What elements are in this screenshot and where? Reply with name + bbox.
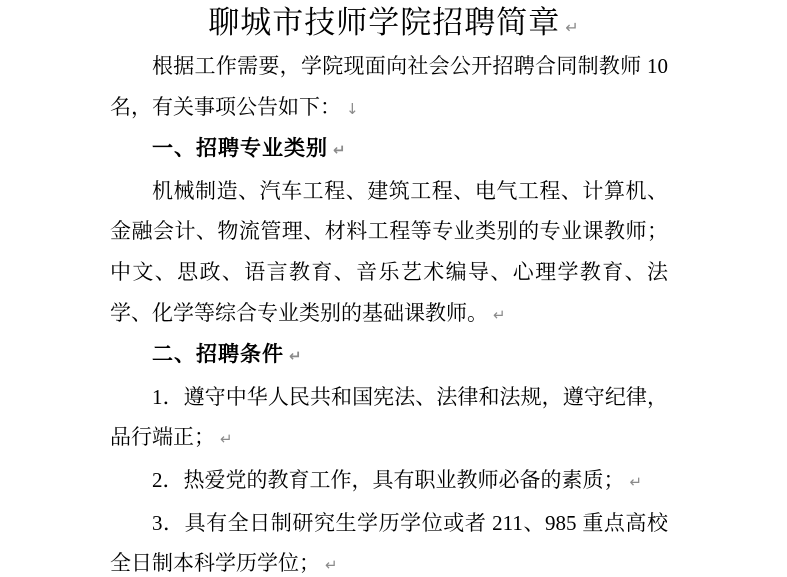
document-title: [0, 0, 787, 46]
paragraph-mark-icon: ↵: [565, 18, 579, 37]
paragraph-categories: [110, 171, 668, 335]
paragraph-text: 3．具有全日制研究生学历学位或者 211、985 重点高校全日制本科学历学位；: [110, 510, 668, 576]
paragraph-text: 根据工作需要，学院现面向社会公开招聘合同制教师 10 名，有关事项公告如下：: [110, 54, 668, 119]
paragraph-mark-icon: ↵: [289, 347, 302, 366]
line-break-mark-icon: ↓: [346, 99, 359, 118]
paragraph-mark-icon: ↵: [629, 472, 643, 491]
paragraph-mark-icon: ↵: [333, 141, 346, 160]
paragraph-mark-icon: ↵: [325, 556, 338, 575]
heading-recruitment-categories: [110, 129, 668, 171]
condition-item-2: [110, 460, 668, 503]
paragraph-text: 1．遵守中华人民共和国宪法、法律和法规，遵守纪律，品行端正；: [110, 384, 668, 450]
paragraph-text: 机械制造、汽车工程、建筑工程、电气工程、计算机、金融会计、物流管理、材料工程等专业类别的专业课教师；中文、思政、语言教育、音乐艺术编导、心理学教育、法学、化学等综合专业类别的基础课教师。: [110, 178, 668, 325]
paragraph-mark-icon: ↵: [220, 430, 233, 449]
paragraph-mark-icon: ↵: [493, 305, 506, 324]
heading-text: 一、招聘专业类别: [152, 137, 328, 161]
paragraph-text: 2．热爱党的教育工作，具有职业教师必备的素质；: [152, 467, 625, 492]
document-body: [0, 46, 787, 577]
heading-text: 二、招聘条件: [152, 343, 284, 367]
heading-recruitment-conditions: [110, 335, 668, 377]
condition-item-3: [110, 503, 668, 577]
document-title-text: 聊城市技师学院招聘简章: [208, 5, 561, 40]
paragraph-intro: [110, 46, 668, 129]
condition-item-1: [110, 377, 668, 460]
